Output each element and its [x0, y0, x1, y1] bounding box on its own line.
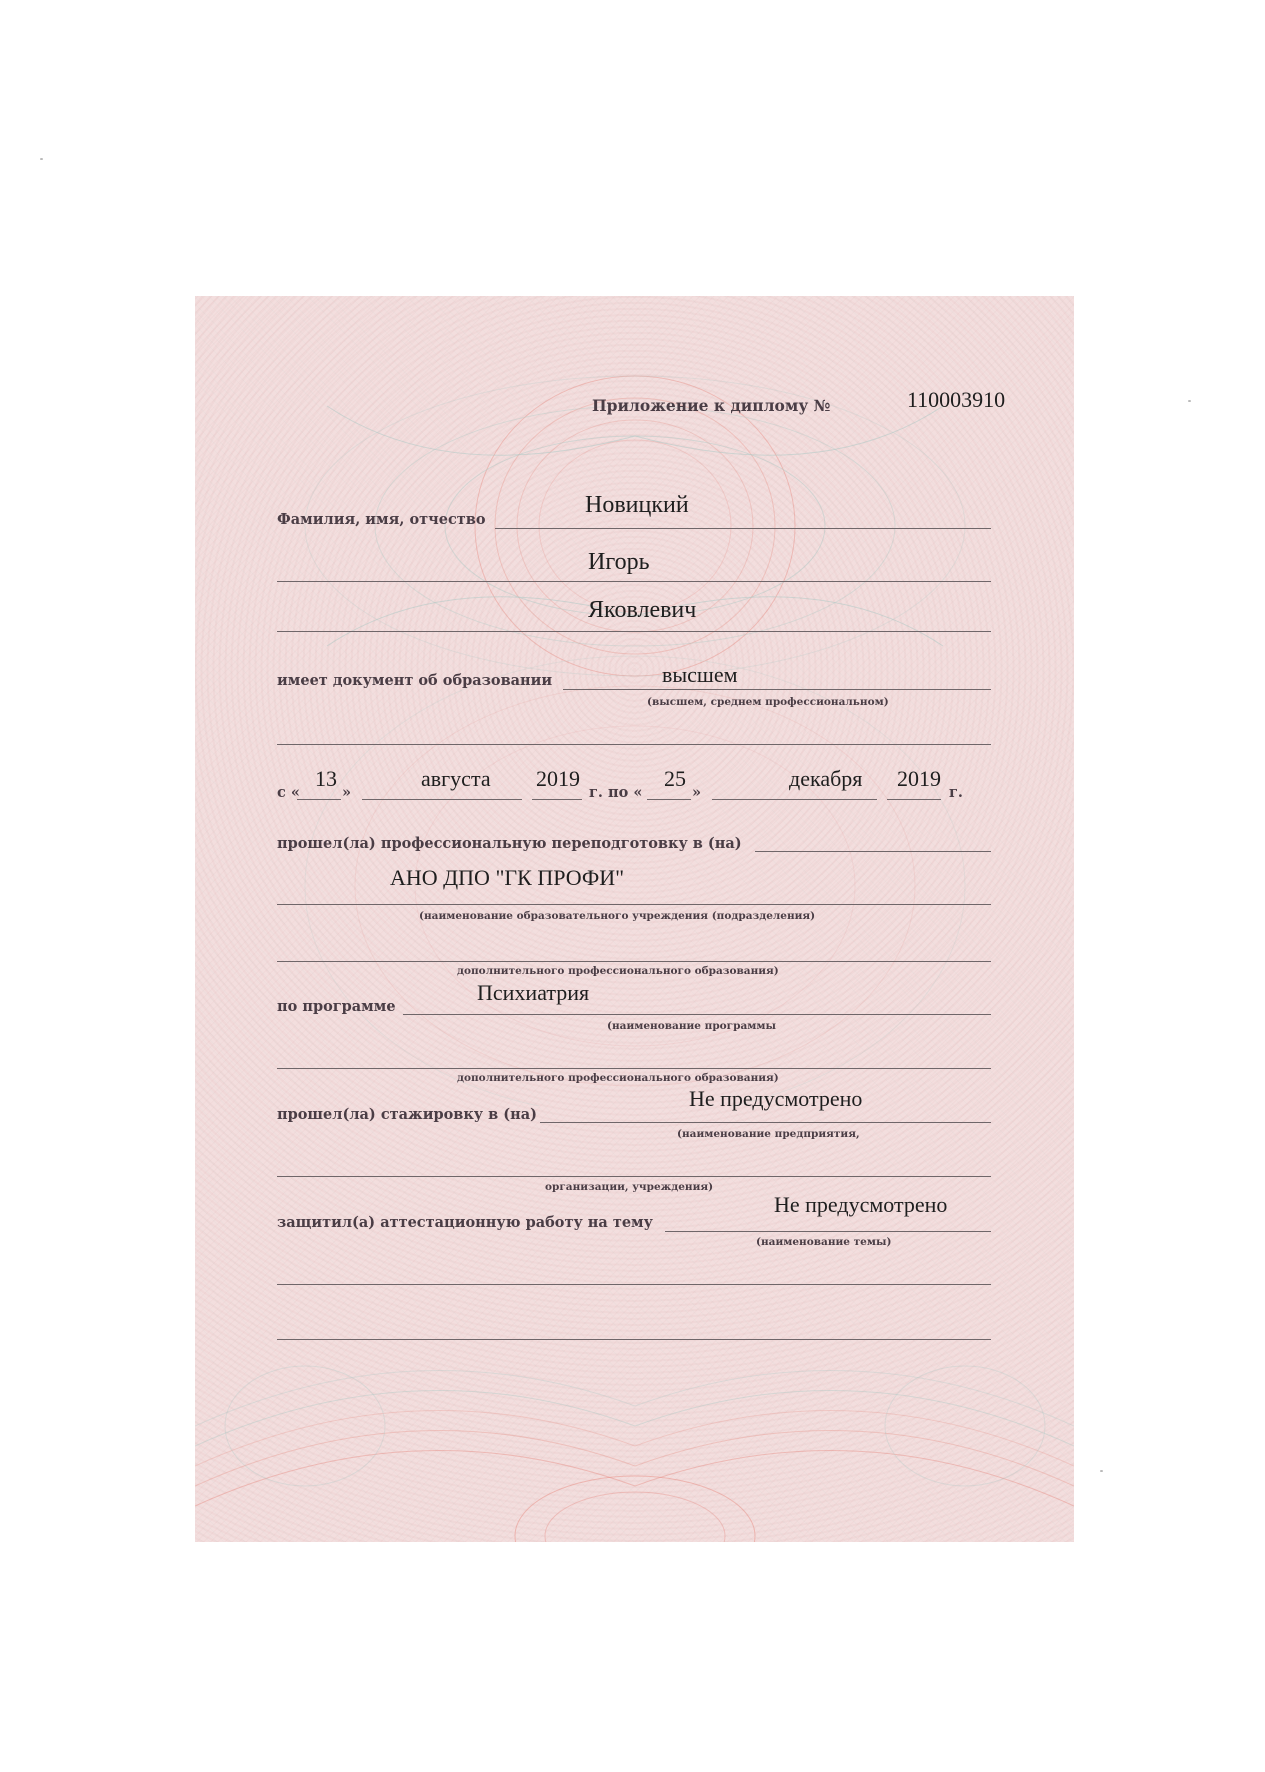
program-value: Психиатрия — [477, 980, 590, 1005]
first-name-value: Игорь — [588, 549, 650, 575]
institution-caption-2: дополнительного профессионального образования) — [457, 965, 779, 977]
scan-speck — [40, 158, 43, 160]
program-line-2 — [277, 1068, 991, 1069]
from-month-line — [362, 799, 522, 800]
to-year-line — [887, 799, 941, 800]
program-line — [403, 1014, 991, 1015]
education-label: имеет документ об образовании — [277, 672, 553, 689]
education-value: высшем — [662, 662, 738, 687]
retraining-label: прошел(ла) профессиональную переподготовку в (на) — [277, 835, 742, 852]
program-label: по программе — [277, 998, 396, 1015]
thesis-line-3 — [277, 1339, 991, 1340]
to-month-line — [712, 799, 877, 800]
scan-speck — [1100, 1470, 1103, 1472]
internship-line-2 — [277, 1176, 991, 1177]
patronymic-line — [277, 631, 991, 632]
period-mid: г. по « — [589, 784, 643, 801]
period-from-prefix: с « — [277, 784, 300, 801]
full-name-label: Фамилия, имя, отчество — [277, 511, 486, 528]
from-year-line — [532, 799, 582, 800]
thesis-value: Не предусмотрено — [774, 1192, 948, 1217]
retraining-line-3 — [277, 961, 991, 962]
internship-line — [540, 1122, 991, 1123]
to-month-value: декабря — [789, 766, 863, 791]
retraining-line-1 — [755, 851, 991, 852]
period-from-close: » — [342, 784, 352, 801]
to-day-line — [647, 799, 691, 800]
thesis-line — [665, 1231, 991, 1232]
from-year-value: 2019 — [536, 766, 580, 791]
from-day-line — [297, 799, 341, 800]
certificate-sheet — [195, 296, 1074, 1542]
institution-caption-1: (наименование образовательного учреждения (подразделения) — [419, 910, 816, 922]
program-caption-2: дополнительного профессионального образования) — [457, 1072, 779, 1084]
period-to-close: » — [692, 784, 702, 801]
retraining-line-2 — [277, 904, 991, 905]
to-year-value: 2019 — [897, 766, 941, 791]
internship-label: прошел(ла) стажировку в (на) — [277, 1106, 537, 1123]
thesis-label: защитил(а) аттестационную работу на тему — [277, 1214, 653, 1231]
guilloche-bottom-pattern — [195, 1286, 1074, 1542]
education-extra-line — [277, 744, 991, 745]
appendix-label: Приложение к диплому № — [592, 396, 831, 415]
surname-value: Новицкий — [585, 492, 689, 518]
thesis-line-2 — [277, 1284, 991, 1285]
diploma-number: 110003910 — [907, 387, 1006, 412]
program-caption-1: (наименование программы — [607, 1020, 777, 1032]
patronymic-value: Яковлевич — [588, 597, 697, 623]
internship-caption-2: организации, учреждения) — [545, 1181, 714, 1193]
education-caption: (высшем, среднем профессиональном) — [647, 696, 889, 708]
name-line — [277, 581, 991, 582]
to-day-value: 25 — [664, 766, 686, 791]
period-suffix: г. — [949, 784, 963, 801]
scan-speck — [1188, 400, 1191, 402]
thesis-caption: (наименование темы) — [756, 1236, 892, 1248]
surname-line — [495, 528, 991, 529]
education-line — [563, 689, 991, 690]
internship-caption-1: (наименование предприятия, — [677, 1128, 860, 1140]
guilloche-rosette — [267, 326, 1006, 1106]
institution-value: АНО ДПО "ГК ПРОФИ" — [390, 865, 625, 890]
from-day-value: 13 — [315, 766, 337, 791]
internship-value: Не предусмотрено — [689, 1086, 863, 1111]
from-month-value: августа — [421, 766, 491, 791]
